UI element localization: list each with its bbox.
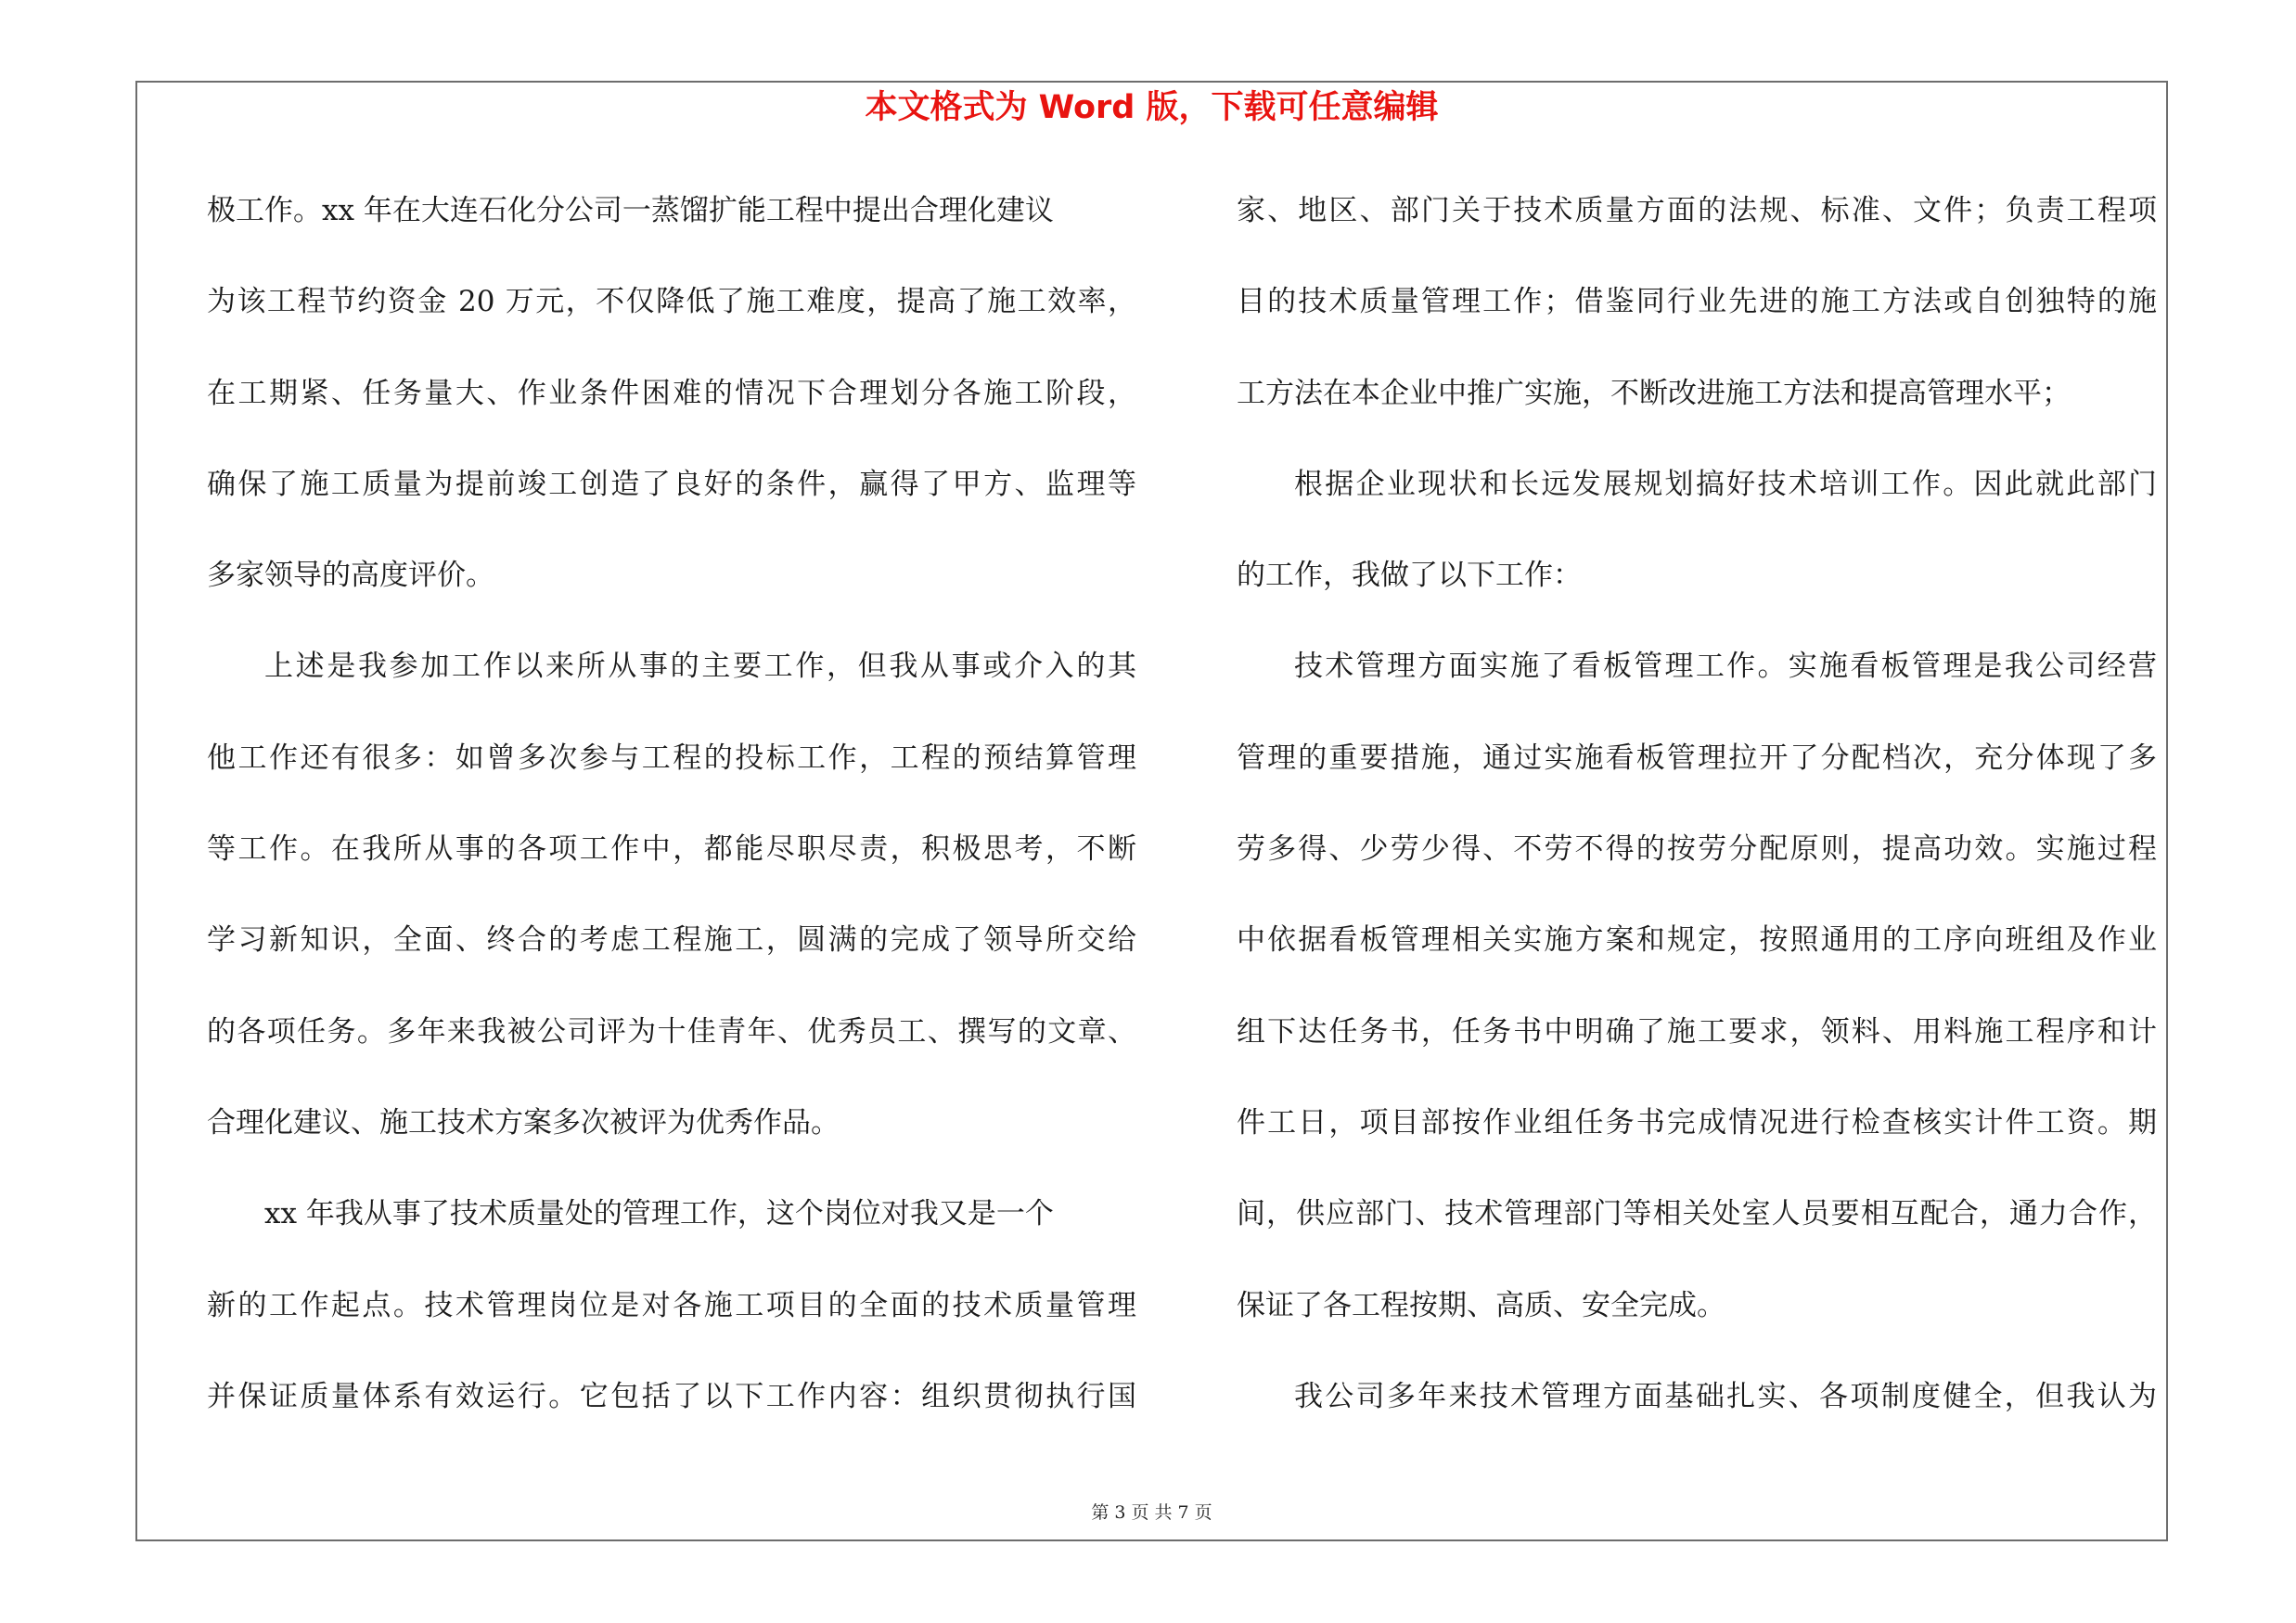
text-line: 的工作，我做了以下工作： — [1237, 559, 1582, 593]
text-line: 为该工程节约资金 20 万元，不仅降低了施工难度，提高了施工效率， — [207, 285, 1136, 319]
text-line: 上述是我参加工作以来所从事的主要工作，但我从事或介入的其 — [264, 650, 1136, 684]
text-line: 目的技术质量管理工作；借鉴同行业先进的施工方法或自创独特的施 — [1237, 285, 2157, 319]
page-number-footer: 第 3 页 共 7 页 — [1091, 1502, 1212, 1523]
left-text-column — [207, 165, 1136, 1442]
text-line: 家、地区、部门关于技术质量方面的法规、标准、文件；负责工程项 — [1237, 194, 2157, 227]
text-line: 保证了各工程按期、高质、安全完成。 — [1237, 1288, 1725, 1322]
text-line: 新的工作起点。技术管理岗位是对各施工项目的全面的技术质量管理 — [207, 1288, 1136, 1322]
text-line: 学习新知识，全面、终合的考虑工程施工，圆满的完成了领导所交给 — [207, 923, 1136, 958]
text-line: 管理的重要措施，通过实施看板管理拉开了分配档次，充分体现了多 — [1237, 741, 2157, 775]
text-line: 技术管理方面实施了看板管理工作。实施看板管理是我公司经营 — [1294, 650, 2157, 684]
text-line: xx 年我从事了技术质量处的管理工作，这个岗位对我又是一个 — [264, 1197, 1054, 1231]
text-line: 在工期紧、任务量大、作业条件困难的情况下合理划分各施工阶段， — [207, 376, 1136, 410]
text-line: 工方法在本企业中推广实施，不断改进施工方法和提高管理水平； — [1237, 376, 2071, 410]
text-line: 的各项任务。多年来我被公司评为十佳青年、优秀员工、撰写的文章、 — [207, 1014, 1136, 1049]
text-line: 多家领导的高度评价。 — [207, 559, 494, 593]
text-line: 确保了施工质量为提前竣工创造了良好的条件，赢得了甲方、监理等 — [207, 467, 1136, 501]
text-line: 间，供应部门、技术管理部门等相关处室人员要相互配合，通力合作， — [1237, 1197, 2157, 1231]
document-header-notice: 本文格式为 Word 版，下载可任意编辑 — [865, 89, 1439, 126]
text-line: 件工日，项目部按作业组任务书完成情况进行检查核实计件工资。期 — [1237, 1105, 2157, 1140]
right-text-column — [1237, 165, 2157, 1442]
text-line: 劳多得、少劳少得、不劳不得的按劳分配原则，提高功效。实施过程 — [1237, 832, 2157, 867]
text-line: 合理化建议、施工技术方案多次被评为优秀作品。 — [207, 1105, 840, 1140]
text-line: 等工作。在我所从事的各项工作中，都能尽职尽责，积极思考，不断 — [207, 832, 1136, 867]
text-line: 极工作。xx 年在大连石化分公司一蒸馏扩能工程中提出合理化建议 — [207, 194, 1054, 227]
text-line: 根据企业现状和长远发展规划搞好技术培训工作。因此就此部门 — [1294, 467, 2157, 501]
text-line: 组下达任务书，任务书中明确了施工要求，领料、用料施工程序和计 — [1237, 1014, 2157, 1049]
text-line: 他工作还有很多：如曾多次参与工程的投标工作，工程的预结算管理 — [207, 741, 1136, 775]
text-line: 我公司多年来技术管理方面基础扎实、各项制度健全，但我认为 — [1294, 1379, 2157, 1413]
text-line: 并保证质量体系有效运行。它包括了以下工作内容：组织贯彻执行国 — [207, 1379, 1136, 1413]
text-line: 中依据看板管理相关实施方案和规定，按照通用的工序向班组及作业 — [1237, 923, 2157, 958]
